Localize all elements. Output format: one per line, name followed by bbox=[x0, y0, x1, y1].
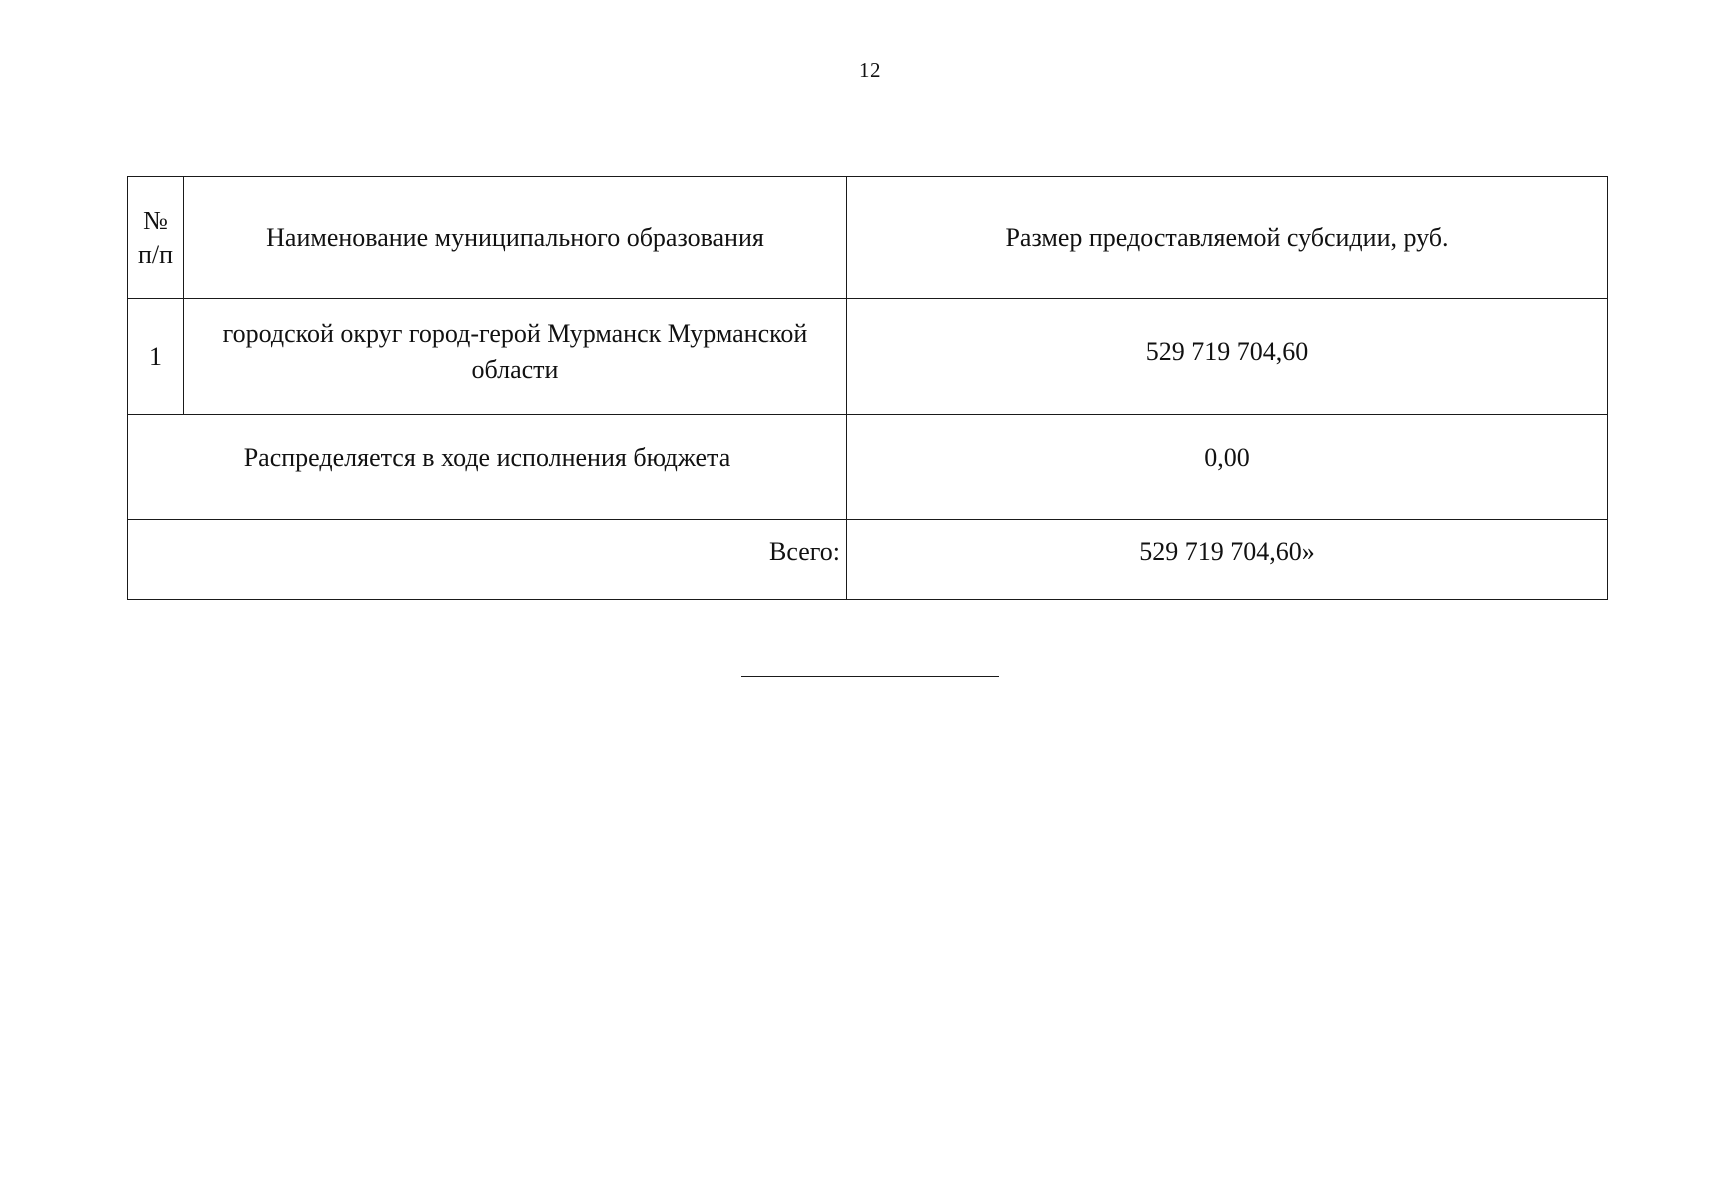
header-municipality-name: Наименование муниципального образования bbox=[184, 177, 847, 299]
header-number: № п/п bbox=[128, 177, 184, 299]
total-amount: 529 719 704,60» bbox=[847, 520, 1608, 600]
total-label: Всего: bbox=[128, 520, 847, 600]
budget-distribution-amount: 0,00 bbox=[847, 415, 1608, 520]
budget-distribution-label: Распределяется в ходе исполнения бюджета bbox=[128, 415, 847, 520]
total-row bbox=[128, 520, 1608, 600]
row-subsidy-amount: 529 719 704,60 bbox=[847, 299, 1608, 415]
subsidy-table bbox=[127, 176, 1608, 600]
closing-divider-line bbox=[741, 676, 999, 677]
page-number: 12 bbox=[859, 58, 881, 82]
table-row bbox=[128, 299, 1608, 415]
row-number: 1 bbox=[128, 299, 184, 415]
header-subsidy-amount: Размер предоставляемой субсидии, руб. bbox=[847, 177, 1608, 299]
row-municipality-name: городской округ город-герой Мурманск Мурманской области bbox=[184, 299, 847, 415]
table-header-row bbox=[128, 177, 1608, 299]
budget-distribution-row bbox=[128, 415, 1608, 520]
